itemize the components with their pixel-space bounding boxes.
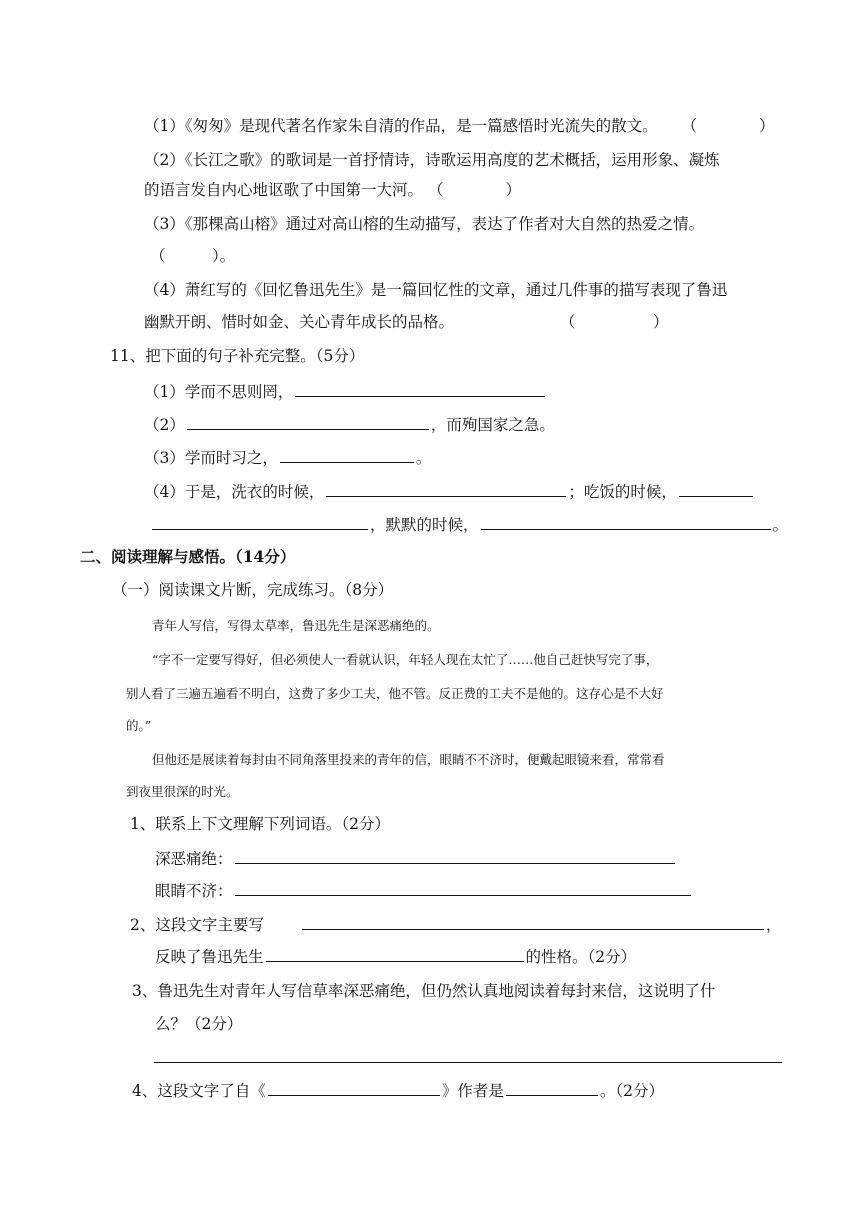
q11-item2-prefix: （2） <box>144 416 185 434</box>
passage-p2-line1: “字不一定要写得好，但必须使人一看就认识，年轻人现在太忙了……他自己赶快写完了事， <box>152 652 659 667</box>
s2-q2-line1 <box>130 914 781 935</box>
q11-item4-text: （4）于是，洗衣的时候， <box>144 483 325 501</box>
s2-q3-line2: 么？（2分） <box>155 1015 243 1033</box>
s2-q4-mid: 》作者是 <box>441 1082 504 1100</box>
answer-line[interactable] <box>154 1062 782 1063</box>
q11-item4-line1 <box>144 481 755 502</box>
s2-q1-word1-label: 深恶痛绝： <box>155 850 233 868</box>
answer-blank[interactable] <box>679 481 753 497</box>
q11-item4-line2-end: 。 <box>772 516 789 534</box>
s2-q1-word1 <box>155 848 677 869</box>
q10-item4-text: 幽默开朗、惜时如金、关心青年成长的品格。 <box>144 313 455 331</box>
s2-q2-line2 <box>155 946 636 967</box>
s2-q2-comma: ， <box>765 916 782 934</box>
answer-blank[interactable] <box>152 514 368 530</box>
q11-title: 11、把下面的句子补充完整。（5分） <box>110 347 365 365</box>
passage-p2-line2: 别人看了三遍五遍看不明白，这费了多少工夫，他不管。反正费的工夫不是他的。这存心是不大好 <box>126 686 664 701</box>
answer-blank[interactable] <box>506 1080 598 1096</box>
q11-item1 <box>144 381 547 402</box>
passage-p3-line1: 但他还是展读着每封由不同角落里投来的青年的信，眼睛不不济时，便戴起眼镜来看，常常看 <box>152 752 665 767</box>
s2-q1-title: 1、联系上下文理解下列词语。（2分） <box>130 815 390 833</box>
answer-paren[interactable]: （ ） <box>681 117 775 135</box>
s2-q3-line1: 3、鲁迅先生对青年人写信草率深恶痛绝，但仍然认真地阅读着每封来信，这说明了什 <box>132 982 716 1000</box>
answer-paren[interactable]: （ ） <box>427 181 521 199</box>
answer-blank[interactable] <box>187 414 429 430</box>
passage-p3-line2: 到夜里很深的时光。 <box>126 784 239 799</box>
s2-q1-word2-label: 眼睛不济： <box>155 882 233 900</box>
answer-blank[interactable] <box>295 381 545 397</box>
q10-item2-line2 <box>144 180 521 200</box>
q10-item4-line2 <box>144 312 668 332</box>
q10-item4-line1: （4）萧红写的《回忆鲁迅先生》是一篇回忆性的文章，通过几件事的描写表现了鲁迅 <box>144 281 728 299</box>
q10-item1-text: （1）《匆匆》是现代著名作家朱自清的作品，是一篇感悟时光流失的散文。 <box>144 117 658 135</box>
s2-q4-end: 。（2分） <box>599 1082 665 1100</box>
s2-q4 <box>132 1080 664 1101</box>
q11-item4-line2 <box>150 514 788 535</box>
answer-blank[interactable] <box>326 481 566 497</box>
answer-blank[interactable] <box>235 848 675 864</box>
q11-item4-mid: ；吃饭的时候， <box>568 483 677 501</box>
answer-paren[interactable]: （ ） <box>559 313 669 331</box>
answer-blank[interactable] <box>280 447 414 463</box>
answer-blank[interactable] <box>268 1080 440 1096</box>
q11-item2-text: ，而殉国家之急。 <box>430 416 555 434</box>
q11-item1-text: （1）学而不思则罔， <box>144 383 294 401</box>
section2-sub1-title: （一）阅读课文片断，完成练习。（8分） <box>112 581 394 599</box>
answer-blank[interactable] <box>235 880 691 896</box>
s2-q2-line2-text: 反映了鲁迅先生 <box>155 948 264 966</box>
q10-item1 <box>144 116 775 136</box>
passage-p1: 青年人写信，写得太草率，鲁迅先生是深恶痛绝的。 <box>152 618 440 633</box>
q11-item2 <box>144 414 555 435</box>
answer-blank[interactable] <box>481 514 771 530</box>
section2-title: 二、阅读理解与感悟。（14分） <box>80 547 296 566</box>
answer-blank[interactable] <box>266 946 524 962</box>
answer-blank[interactable] <box>302 914 764 930</box>
s2-q4-text: 4、这段文字了自《 <box>132 1082 266 1100</box>
q11-item3-text: （3）学而时习之， <box>144 449 278 467</box>
q10-item2-text: 的语言发自内心地讴歌了中国第一大河。 <box>144 181 424 199</box>
s2-q1-word2 <box>155 880 693 901</box>
s2-q2-text: 2、这段文字主要写 <box>130 916 264 934</box>
q10-item3-line2[interactable]: （ ）。 <box>150 247 236 265</box>
q11-item3-end: 。 <box>415 449 432 467</box>
q10-item2-line1: （2）《长江之歌》的歌词是一首抒情诗，诗歌运用高度的艺术概括，运用形象、凝炼 <box>144 151 720 169</box>
q10-item3-line1: （3）《那棵高山榕》通过对高山榕的生动描写，表达了作者对大自然的热爱之情。 <box>144 215 705 233</box>
q11-item4-line2-mid: ，默默的时候， <box>370 516 479 534</box>
s2-q2-line2-end: 的性格。（2分） <box>525 948 637 966</box>
q11-item3 <box>144 447 431 468</box>
passage-p2-line3: 的。” <box>126 718 152 733</box>
